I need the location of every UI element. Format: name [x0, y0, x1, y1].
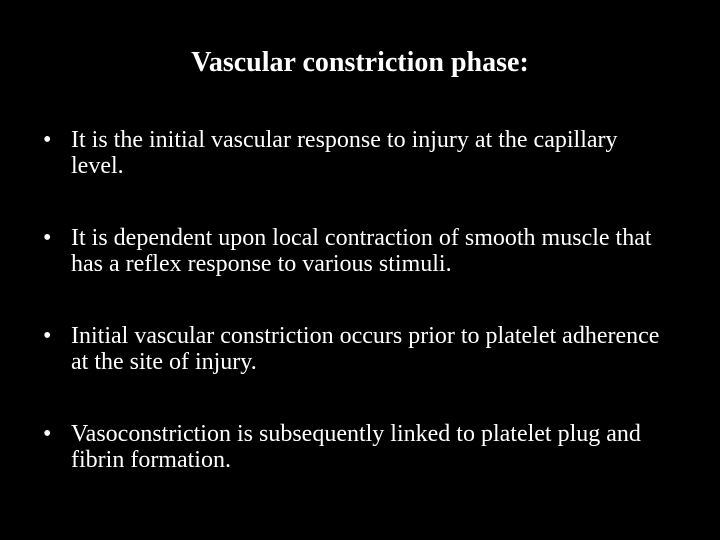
bullet-marker: •: [43, 421, 52, 447]
bullet-text: It is dependent upon local contraction of smooth muscle that has a reflex response to various stimuli.: [71, 225, 652, 277]
bullet-item: [0, 421, 661, 473]
bullet-marker: •: [43, 225, 52, 251]
bullet-marker: •: [43, 323, 52, 349]
bullet-text: Vasoconstriction is subsequently linked to platelet plug and fibrin formation.: [71, 421, 641, 473]
bullet-marker: •: [43, 127, 52, 153]
bullet-item: [0, 225, 661, 277]
bullet-text: Initial vascular constriction occurs prior to platelet adherence at the site of injury.: [71, 323, 660, 375]
bullet-item: [0, 323, 661, 375]
bullet-list: [0, 127, 720, 519]
bullet-item: [0, 127, 661, 179]
bullet-text: It is the initial vascular response to injury at the capillary level.: [71, 127, 618, 179]
slide-title: Vascular constriction phase:: [191, 47, 529, 78]
